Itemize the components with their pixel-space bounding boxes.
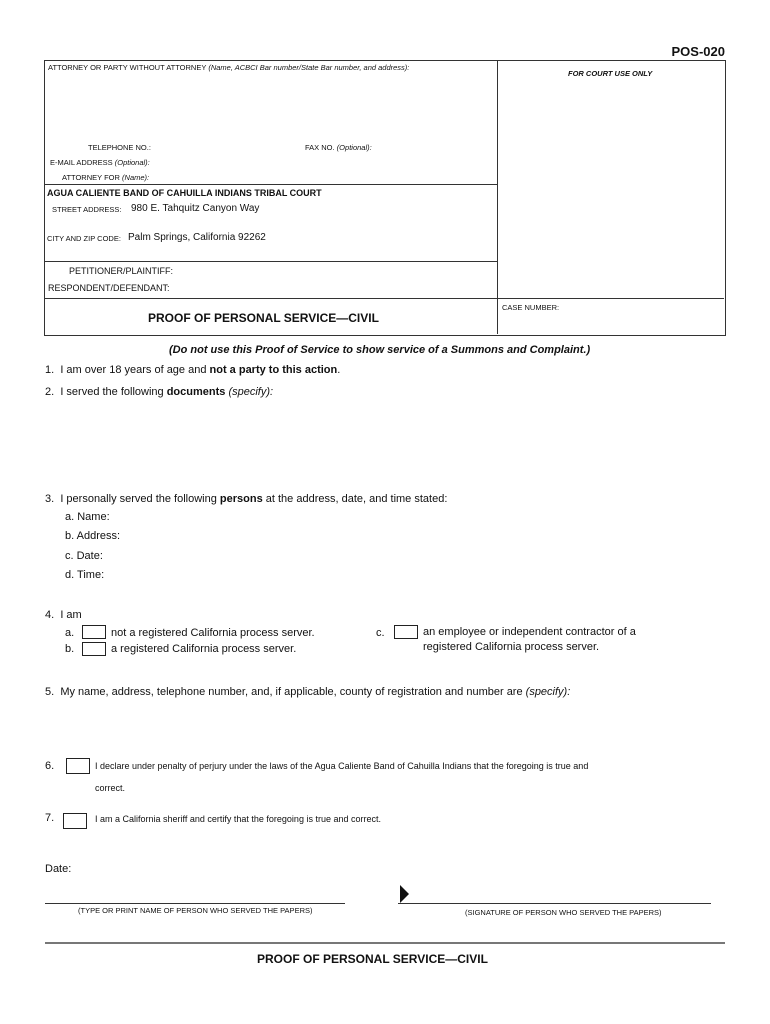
court-divider bbox=[44, 184, 497, 185]
city-value: Palm Springs, California 92262 bbox=[128, 232, 266, 243]
party-divider bbox=[44, 261, 497, 262]
title-divider bbox=[44, 298, 724, 299]
item-4a-text: not a registered California process server. bbox=[111, 627, 315, 639]
item-3b-address: b. Address: bbox=[65, 530, 121, 542]
court-name: AGUA CALIENTE BAND OF CAHUILLA INDIANS TRIBAL COURT bbox=[47, 188, 322, 198]
item-3c-date: c. Date: bbox=[65, 550, 103, 562]
item-3: 3. I personally served the following persons at the address, date, and time stated: bbox=[45, 493, 448, 505]
item-3a-name: a. Name: bbox=[65, 511, 110, 523]
checkbox-6[interactable] bbox=[66, 758, 90, 774]
caption-title: PROOF OF PERSONAL SERVICE—CIVIL bbox=[148, 311, 379, 325]
item-5: 5. My name, address, telephone number, and, if applicable, county of registration and number are (specify): bbox=[45, 686, 571, 698]
item-4a-letter: a. bbox=[65, 627, 75, 639]
item-4c-text-1: an employee or independent contractor of a bbox=[423, 626, 636, 638]
footer-title: PROOF OF PERSONAL SERVICE—CIVIL bbox=[257, 952, 488, 966]
attorney-for-label: ATTORNEY FOR (Name): bbox=[62, 173, 150, 182]
checkbox-4c[interactable] bbox=[394, 625, 418, 639]
item-4b-letter: b. bbox=[65, 643, 75, 655]
item-6-text-1: I declare under penalty of perjury under the laws of the Agua Caliente Band of Cahuilla Indians that the foregoing is true and bbox=[95, 761, 589, 771]
item-1: 1. I am over 18 years of age and not a party to this action. bbox=[45, 364, 341, 376]
notice: (Do not use this Proof of Service to show service of a Summons and Complaint.) bbox=[169, 344, 591, 356]
date-label: Date: bbox=[45, 863, 72, 875]
name-line[interactable] bbox=[45, 903, 345, 904]
footer-rule bbox=[45, 942, 725, 944]
respondent-label: RESPONDENT/DEFENDANT: bbox=[48, 283, 170, 293]
item-7-text: I am a California sheriff and certify that the foregoing is true and correct. bbox=[95, 814, 381, 824]
case-number-label: CASE NUMBER: bbox=[502, 303, 560, 312]
item-4c-letter: c. bbox=[376, 627, 385, 639]
checkbox-4b[interactable] bbox=[82, 642, 106, 656]
city-label: CITY AND ZIP CODE: bbox=[47, 234, 121, 243]
item-4: 4. I am bbox=[45, 609, 82, 621]
telephone-label: TELEPHONE NO.: bbox=[88, 143, 151, 152]
street-value: 980 E. Tahquitz Canyon Way bbox=[131, 203, 260, 214]
fax-label: FAX NO. (Optional): bbox=[305, 143, 372, 152]
attorney-label: ATTORNEY OR PARTY WITHOUT ATTORNEY (Name, ACBCI Bar number/State Bar number, and address): bbox=[48, 63, 410, 72]
item-3d-time: d. Time: bbox=[65, 569, 105, 581]
form-id: POS-020 bbox=[671, 44, 725, 59]
petitioner-label: PETITIONER/PLAINTIFF: bbox=[69, 266, 174, 276]
checkbox-7[interactable] bbox=[63, 813, 87, 829]
court-use-only-label: FOR COURT USE ONLY bbox=[568, 69, 653, 78]
item-4c-text-2: registered California process server. bbox=[423, 641, 600, 653]
street-label: STREET ADDRESS: bbox=[52, 205, 122, 214]
signature-caption: (SIGNATURE OF PERSON WHO SERVED THE PAPERS) bbox=[465, 908, 662, 917]
item-7-number: 7. bbox=[45, 812, 55, 824]
item-4b-text: a registered California process server. bbox=[111, 643, 297, 655]
court-use-divider bbox=[497, 60, 498, 334]
signature-arrow-icon bbox=[400, 885, 409, 903]
email-label: E-MAIL ADDRESS (Optional): bbox=[50, 158, 150, 167]
checkbox-4a[interactable] bbox=[82, 625, 106, 639]
name-caption: (TYPE OR PRINT NAME OF PERSON WHO SERVED THE PAPERS) bbox=[78, 906, 313, 915]
item-2: 2. I served the following documents (specify): bbox=[45, 386, 274, 398]
item-6-text-2: correct. bbox=[95, 783, 126, 793]
signature-line[interactable] bbox=[398, 903, 711, 904]
item-6-number: 6. bbox=[45, 760, 55, 772]
caption-box bbox=[44, 60, 726, 336]
